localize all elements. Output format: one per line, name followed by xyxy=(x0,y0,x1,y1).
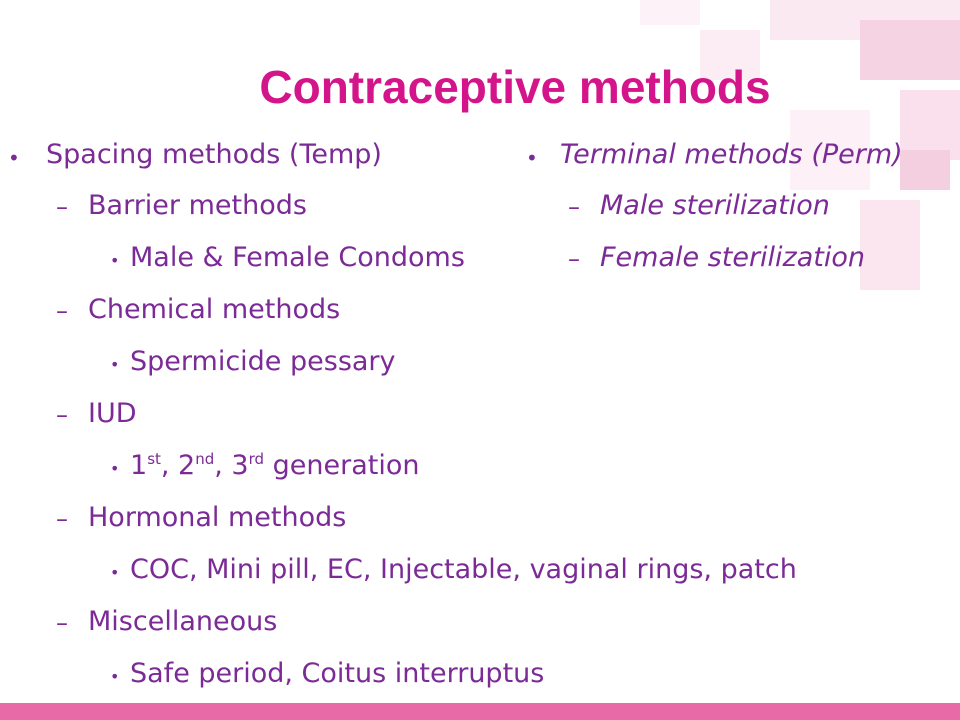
group-label-hormonal: Hormonal methods xyxy=(88,502,347,533)
bullet-marker: • xyxy=(110,459,120,478)
dash-marker: – xyxy=(56,505,68,533)
decorative-square xyxy=(900,150,950,190)
right-item-male: Male sterilization xyxy=(600,190,830,221)
right-item-female: Female sterilization xyxy=(600,242,865,273)
slide-title: Contraceptive methods xyxy=(259,61,771,113)
bullet-marker: • xyxy=(8,146,20,170)
bullet-marker: • xyxy=(110,355,120,374)
dash-marker: – xyxy=(568,245,580,273)
group-item-misc: Safe period, Coitus interruptus xyxy=(130,658,545,689)
footer-bar xyxy=(0,703,960,720)
dash-marker: – xyxy=(56,297,68,325)
group-label-misc: Miscellaneous xyxy=(88,606,278,637)
bullet-marker: • xyxy=(110,251,120,270)
group-item-iud: 1st, 2nd, 3rd generation xyxy=(130,450,420,481)
bullet-marker: • xyxy=(526,146,538,170)
group-label-barrier: Barrier methods xyxy=(88,190,307,221)
dash-marker: – xyxy=(56,401,68,429)
left-heading: Spacing methods (Temp) xyxy=(46,139,382,170)
right-heading: Terminal methods (Perm) xyxy=(560,139,903,170)
bullet-marker: • xyxy=(110,563,120,582)
group-item-barrier: Male & Female Condoms xyxy=(130,242,465,273)
group-item-hormonal: COC, Mini pill, EC, Injectable, vaginal rings, patch xyxy=(130,554,797,585)
group-item-chemical: Spermicide pessary xyxy=(130,346,396,377)
group-label-chemical: Chemical methods xyxy=(88,294,341,325)
bullet-marker: • xyxy=(110,667,120,686)
dash-marker: – xyxy=(56,193,68,221)
dash-marker: – xyxy=(568,193,580,221)
dash-marker: – xyxy=(56,609,68,637)
decorative-square xyxy=(640,0,700,25)
decorative-square xyxy=(860,200,920,290)
group-label-iud: IUD xyxy=(88,398,137,429)
